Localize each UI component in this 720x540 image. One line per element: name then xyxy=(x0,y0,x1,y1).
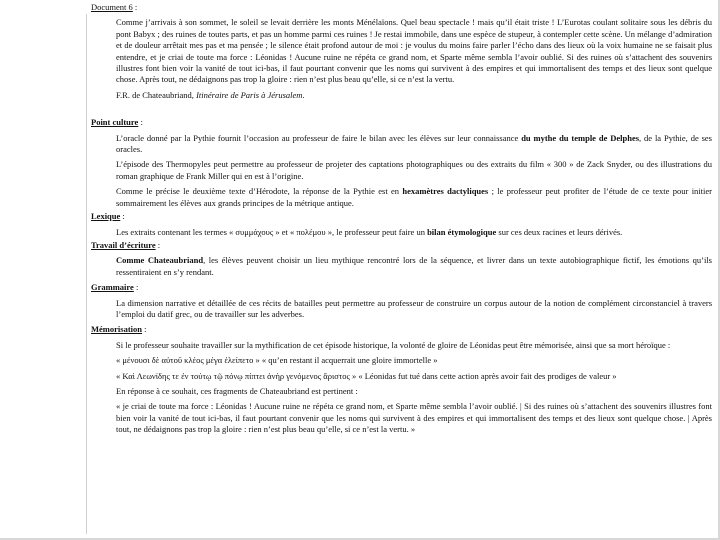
heading-text: Travail d’écriture xyxy=(91,239,156,250)
heading-text: Document 6 xyxy=(91,2,133,12)
chateaubriand-excerpt xyxy=(116,17,712,101)
memorisation-body xyxy=(116,340,712,436)
section-heading-lexique xyxy=(91,211,712,222)
culture-paragraph-1 xyxy=(116,133,712,156)
grammaire-body xyxy=(116,298,712,321)
memo-quote-1: « μένουσι δὲ αὐτοῦ κλέος μέγα ἐλείπετο » « qu’en restant il acquerrait une gloire immortelle » xyxy=(116,355,438,366)
heading-colon: : xyxy=(132,2,138,12)
source-end: . xyxy=(302,89,305,100)
lexique-paragraph xyxy=(116,227,712,238)
grammaire-paragraph: La dimension narrative et détaillée de ces récits de batailles peut permettre au professeur de construire un corpus autour de la notion de complément circonstanciel à travers l’emploi du datif grec, ou de travailler sur les adverbes. xyxy=(116,297,712,319)
excerpt-source xyxy=(116,90,712,101)
heading-text: Mémorisation xyxy=(91,324,142,335)
emphasis-bilan: bilan étymologique xyxy=(427,226,497,237)
heading-colon: : xyxy=(155,239,161,250)
text-run: Les extraits contenant les termes « συμμάχους » et « πολέμου », le professeur peut faire un xyxy=(116,226,428,237)
culture-paragraph-2: L’épisode des Thermopyles peut permettre au professeur de projeter des captations photographiques ou des extraits du film « 300 » de Zack Snyder, ou des illustrations du roman graphique de Frank Miller qui en est à l’origine. xyxy=(116,159,712,181)
excerpt-paragraph: Comme j’arrivais à son sommet, le soleil se levait derrière les monts Ménélaïons. Quel beau spectacle ! mais qu’il était triste ! L’Eurotas coulant solitaire sous les débris du pont Babyx ; des ruines de toutes parts, et pas un homme parmi ces ruines ! Je restai immobile, dans une espèce de stupeur, à contempler cette scène. Un mélange d’admiration et de douleur arrêtait mes pas et ma pensée ; le silence était profond autour de moi : je voulus du moins faire parler l’écho dans des lieux où la voix humaine ne se faisait plus entendre, et je criai de toute ma force : Léonidas ! Aucune ruine ne répéta ce grand nom, et Sparte même sembla l’avoir oublié. Si des ruines où s’attachent des souvenirs illustres font bien voir la vanité de tout ici-bas, il faut pourtant convenir que les noms qui survivent à des empires et qui immortalisent des temps et des lieux sont quelque chose. Après tout, ne dédaignons pas trop la gloire : rien n’est plus beau qu’elle, si ce n’est la vertu. xyxy=(116,17,712,85)
lexique-body xyxy=(116,227,712,238)
text-run: , de la Pythie, de ses oracles. xyxy=(116,132,712,155)
emphasis-delphes: du mythe du temple de Delphes xyxy=(521,132,640,143)
heading-text: Grammaire xyxy=(91,282,134,293)
heading-text: Lexique xyxy=(91,211,121,222)
culture-paragraph-3 xyxy=(116,186,712,209)
section-heading-document-6 xyxy=(91,2,712,13)
emphasis-chateaubriand: Comme Chateaubriand xyxy=(116,255,204,266)
text-run: sur ces deux racines et leurs dérivés. xyxy=(496,226,623,237)
memo-paragraph-2: En réponse à ce souhait, ces fragments de Chateaubriand est pertinent : xyxy=(116,385,358,396)
heading-colon: : xyxy=(138,117,143,128)
section-heading-point-culture xyxy=(91,117,712,128)
ecriture-paragraph xyxy=(116,255,712,278)
text-run: L’oracle donné par la Pythie fournit l’occasion au professeur de faire le bilan avec les élèves sur leur connaissance xyxy=(116,132,522,143)
heading-colon: : xyxy=(120,211,125,222)
memo-quote-2: « Καὶ Λεωνίδης τε ἐν τούτῳ τῷ πόνῳ πίπτει ἀνὴρ γενόμενος ἄριστος » « Léonidas fut tué dans cette action après avoir fait des prodiges de valeur » xyxy=(116,370,617,381)
heading-colon: : xyxy=(133,282,139,293)
document-body xyxy=(91,2,712,436)
section-heading-grammaire xyxy=(91,282,712,293)
emphasis-hexametres: hexamètres dactyliques xyxy=(402,186,489,197)
point-culture-body xyxy=(116,133,712,209)
source-author: F.R. de Chateaubriand, xyxy=(116,89,197,100)
memo-paragraph-1: Si le professeur souhaite travailler sur la mythification de cet épisode historique, la volonté de gloire de Léonidas peut être mémorisée, ainsi que sa mort héroïque : xyxy=(116,339,671,350)
ecriture-body xyxy=(116,255,712,278)
memo-quote-3: « je criai de toute ma force : Léonidas ! Aucune ruine ne répéta ce grand nom, et Sparte même sembla l’avoir oublié. | Si des ruines où s’attachent des souvenirs illustres font bien voir la vanité de tout ici-bas, il faut pourtant convenir que les noms qui survivent à des empires et qui immortalisent des temps et des lieux sont quelque chose. | Après tout, ne dédaignons pas trop la gloire : rien n’est plus beau qu’elle, si ce n’est la vertu. » xyxy=(116,401,712,435)
text-run: Comme le précise le deuxième texte d’Hérodote, la réponse de la Pythie est en xyxy=(116,186,403,197)
text-run: , les élèves peuvent choisir un lieu mythique rencontré lors de la séquence, et livrer dans un texte autobiographique fictif, les émotions qu’ils ressentiraient en s’y rendant. xyxy=(116,255,712,277)
text-run: ; le professeur peut profiter de l’étude de ce texte pour initier sommairement les élèves aux grands principes de la métrique antique. xyxy=(116,186,712,208)
section-heading-travail-ecriture xyxy=(91,240,712,251)
source-title: Itinéraire de Paris à Jérusalem xyxy=(196,89,303,100)
heading-text: Point culture xyxy=(91,117,139,128)
section-heading-memorisation xyxy=(91,324,712,335)
heading-colon: : xyxy=(142,324,147,335)
